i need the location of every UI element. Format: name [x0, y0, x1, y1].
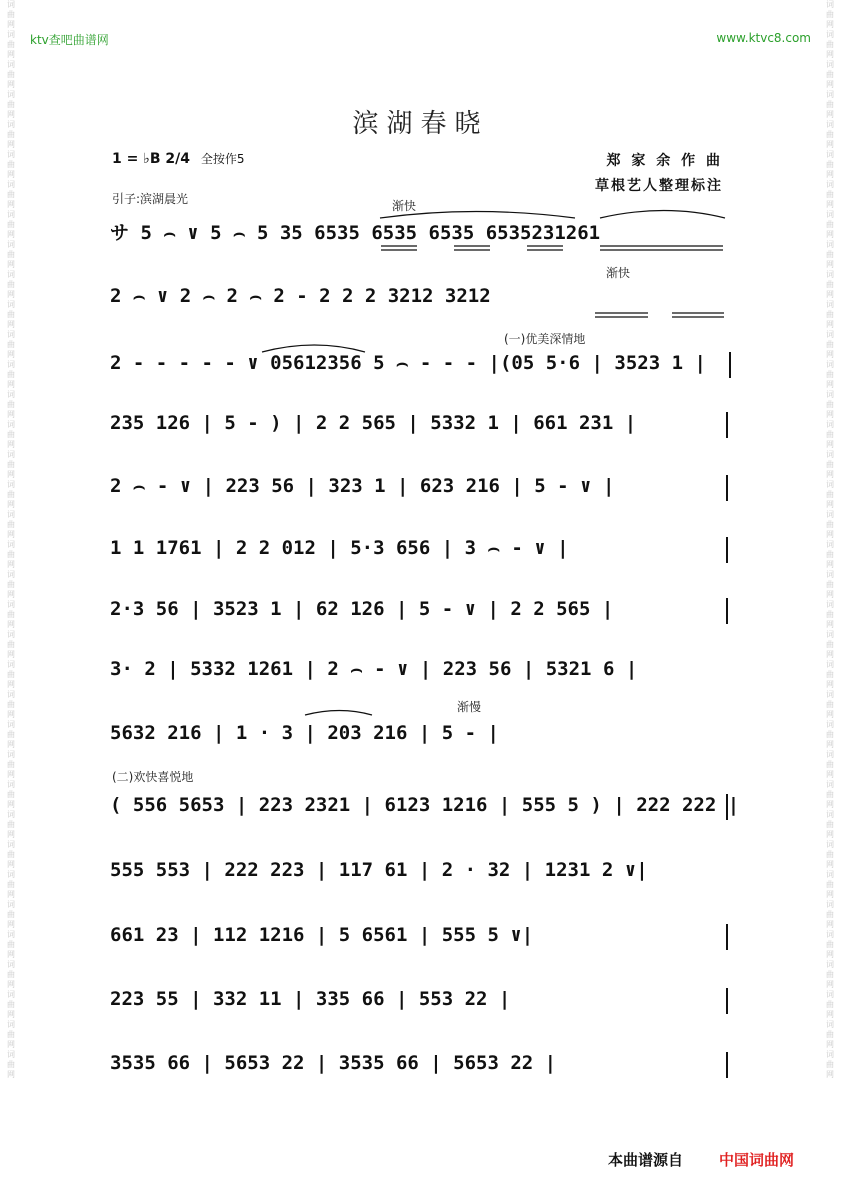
- tempo-rit: 渐慢: [457, 700, 482, 714]
- staff-line: 2 ⌢ ∨ 2 ⌢ 2 ⌢ 2 - 2 2 2 3212 3212: [110, 285, 491, 307]
- staff-line: ( 556 5653 | 223 2321 | 6123 1216 | 555 5 ) | 222 222 |: [110, 794, 740, 816]
- staff-line: 555 553 | 222 223 | 117 61 | 2 · 32 | 1231 2 ∨|: [110, 859, 648, 881]
- fingering-text: 全按作5: [200, 152, 245, 166]
- staff-line: 661 23 | 112 1216 | 5 6561 | 555 5 ∨|: [110, 924, 534, 946]
- site-name-left[interactable]: ktv查吧曲谱网: [30, 33, 109, 47]
- staff-line: 235 126 | 5 - ) | 2 2 565 | 5332 1 | 661 231 |: [110, 412, 637, 434]
- slur-mark: [262, 345, 365, 352]
- site-url-right[interactable]: www.ktvc8.com: [716, 31, 811, 45]
- staff-line: 223 55 | 332 11 | 335 66 | 553 22 |: [110, 988, 511, 1010]
- staff-line: 1 1 1761 | 2 2 012 | 5·3 656 | 3 ⌢ - ∨ |: [110, 537, 569, 559]
- source-label: 本曲谱源自: [608, 1151, 684, 1169]
- staff-line: 2·3 56 | 3523 1 | 62 126 | 5 - ∨ | 2 2 565 |: [110, 598, 614, 620]
- slur-mark: [305, 711, 372, 716]
- staff-line: 2 - - - - - ∨ 05612356 5 ⌢ - - - |(05 5·6 | 3523 1 |: [110, 352, 706, 374]
- section2-label: (二)欢快喜悦地: [112, 770, 194, 784]
- staff-line: 5632 216 | 1 · 3 | 203 216 | 5 - |: [110, 722, 499, 744]
- staff-line: 3535 66 | 5653 22 | 3535 66 | 5653 22 |: [110, 1052, 557, 1074]
- staff-line: サ 5 ⌢ ∨ 5 ⌢ 5 35 6535 6535 6535 6535231261: [110, 222, 601, 244]
- tempo-accel-2: 渐快: [606, 266, 631, 280]
- composer-credit: 郑 家 余 作 曲: [606, 153, 723, 169]
- slur-mark: [600, 211, 725, 219]
- staff-line: 3· 2 | 5332 1261 | 2 ⌢ - ∨ | 223 56 | 5321 6 |: [110, 658, 638, 680]
- side-watermark-left: 词曲网词曲网词曲网词曲网词曲网词曲网词曲网词曲网词曲网词曲网词曲网词曲网词曲网词曲网词曲网词曲网词曲网词曲网词曲网词曲网词曲网词曲网词曲网词曲网词曲网词曲网词曲网词曲网词曲网词曲网词曲网词曲网词曲网词曲网词曲网词曲网: [7, 0, 15, 1079]
- slur-mark: [380, 212, 575, 219]
- source-site-link[interactable]: 中国词曲网: [719, 1151, 795, 1169]
- side-watermark-right: 词曲网词曲网词曲网词曲网词曲网词曲网词曲网词曲网词曲网词曲网词曲网词曲网词曲网词曲网词曲网词曲网词曲网词曲网词曲网词曲网词曲网词曲网词曲网词曲网词曲网词曲网词曲网词曲网词曲网词曲网词曲网词曲网词曲网词曲网词曲网词曲网: [826, 0, 834, 1079]
- intro-label: 引子:滨湖晨光: [112, 192, 189, 206]
- song-title: 滨湖春晓: [352, 109, 489, 139]
- tempo-accel-1: 渐快: [392, 199, 417, 213]
- key-text: 1 = ♭B 2/4: [112, 151, 190, 167]
- arranger-credit: 草根艺人整理标注: [595, 178, 723, 194]
- section1-label: (一)优美深情地: [504, 332, 586, 346]
- staff-line: 2 ⌢ - ∨ | 223 56 | 323 1 | 623 216 | 5 - ∨ |: [110, 475, 615, 497]
